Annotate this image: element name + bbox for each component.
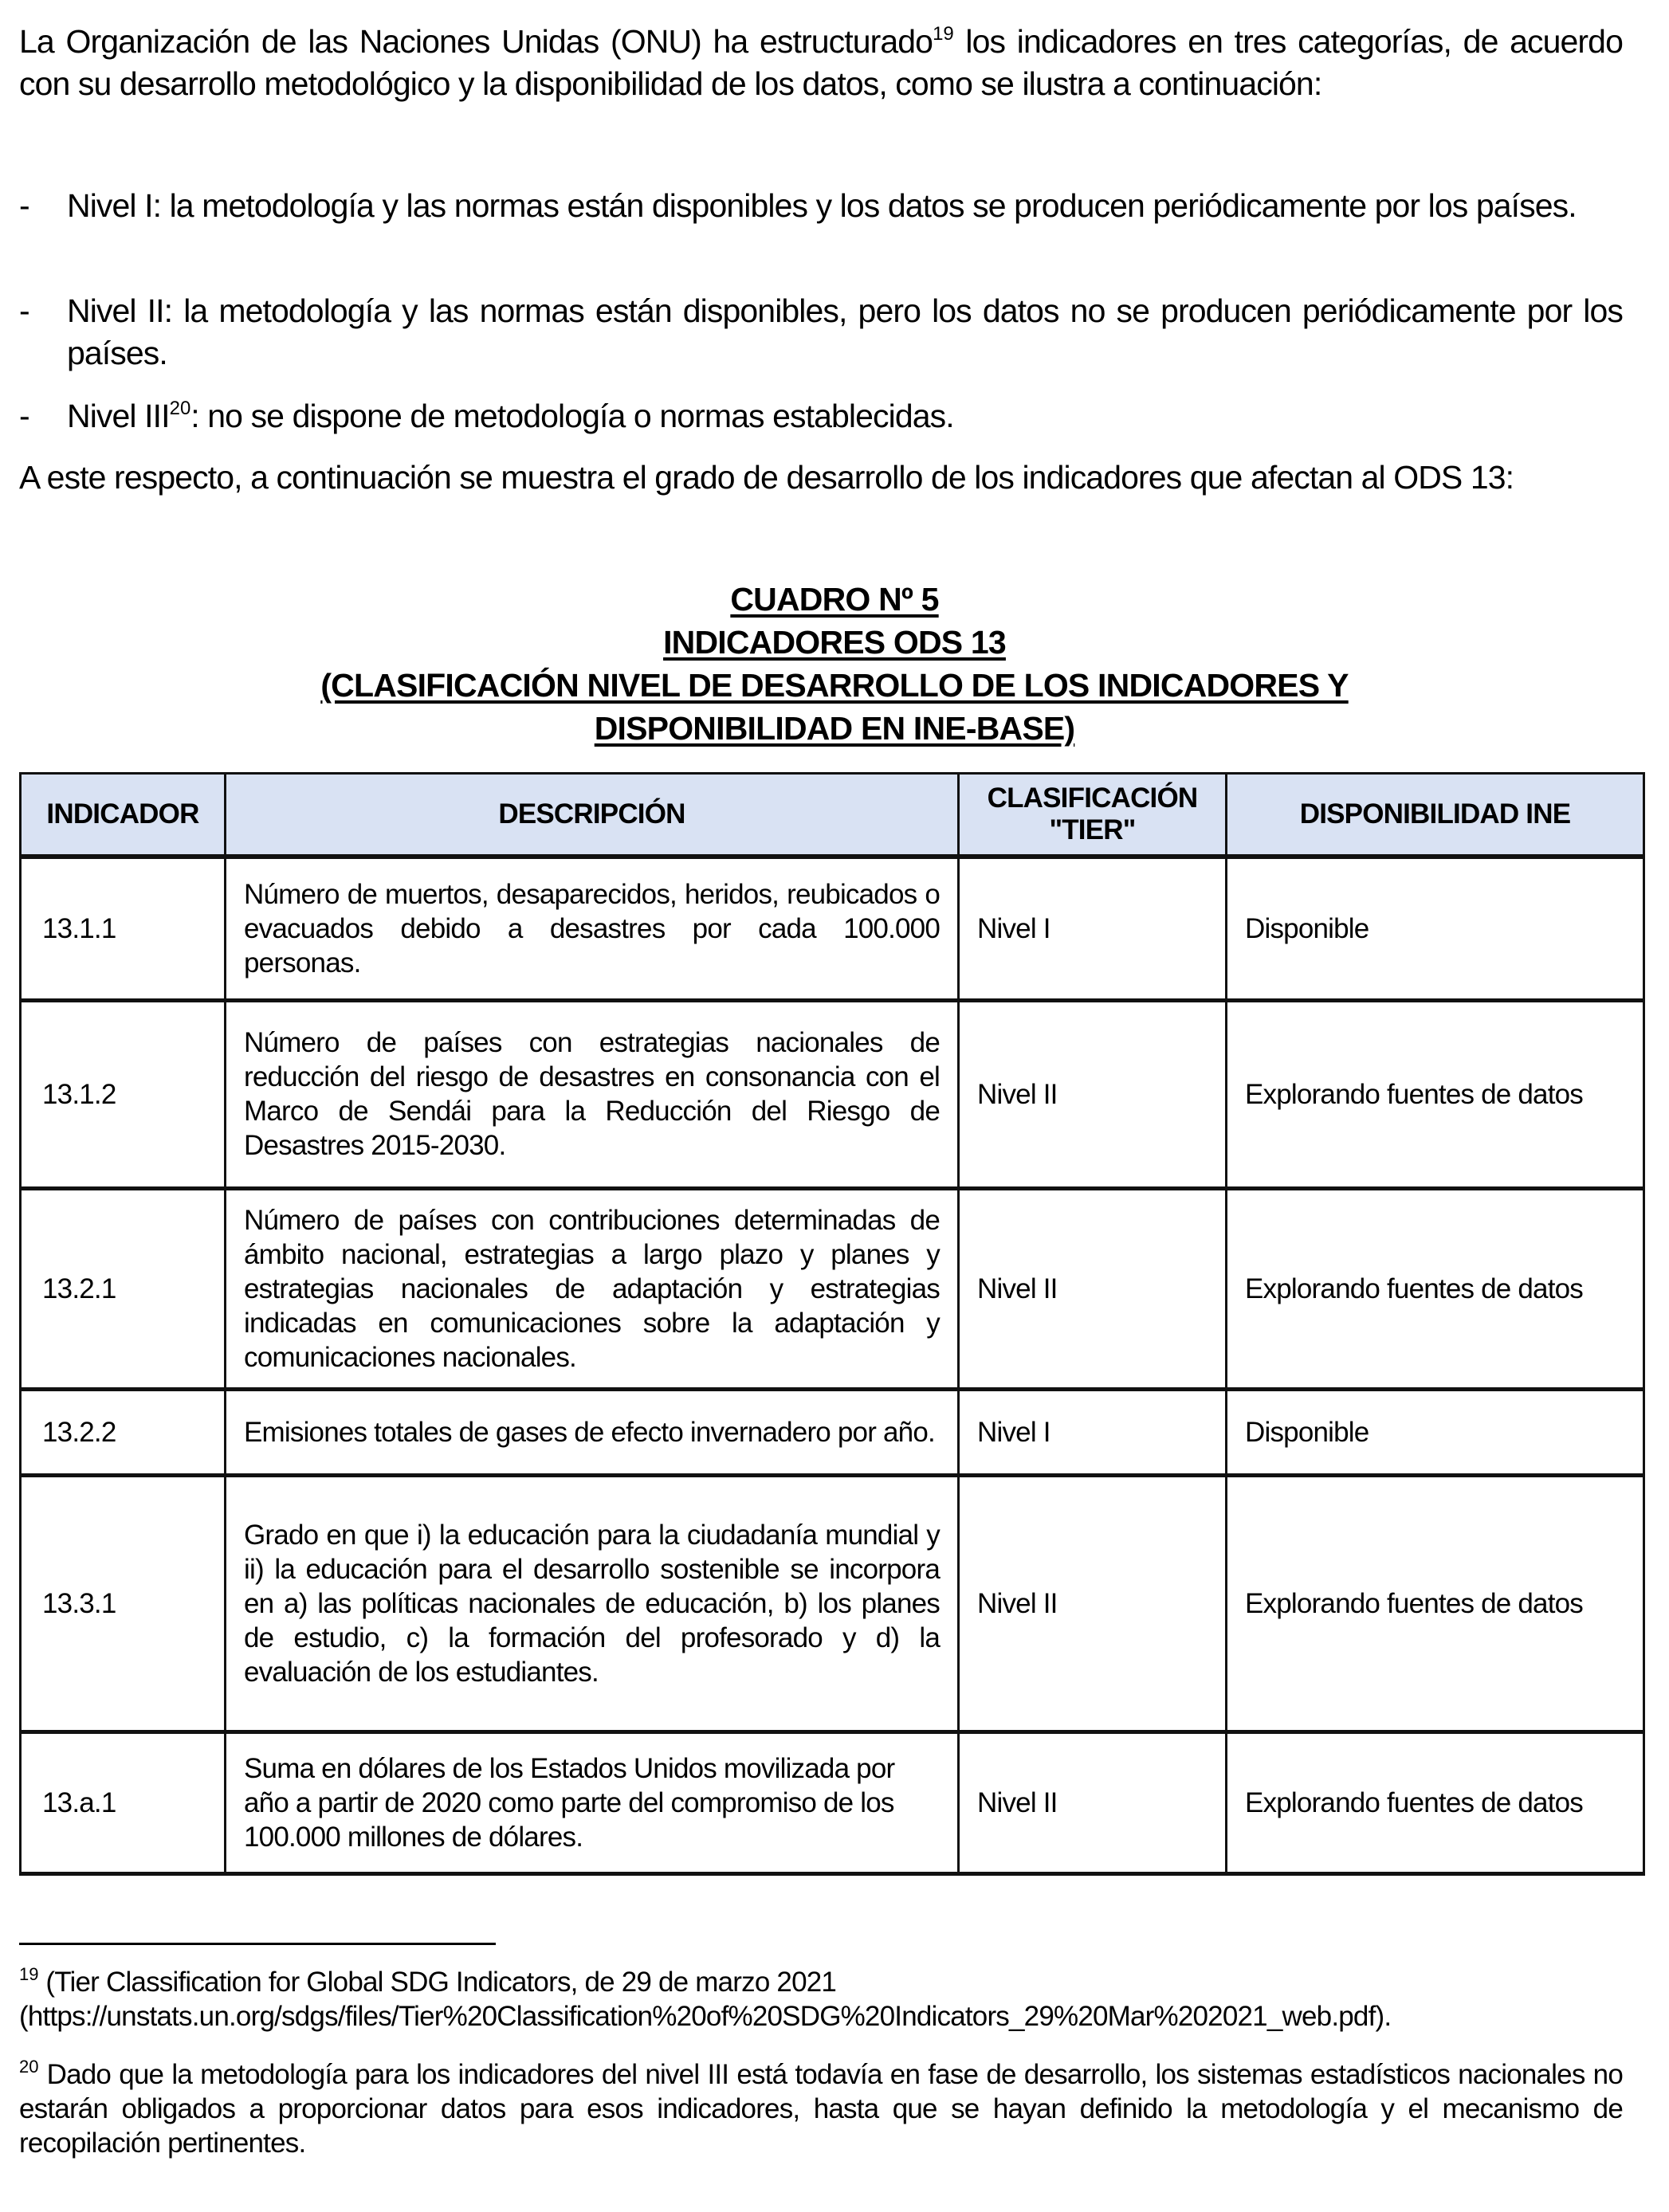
level-text: Nivel II: la metodología y las normas están disponibles, pero los datos no se producen periódicamente por los países. [67,292,1623,371]
lead-in-paragraph: A este respecto, a continuación se muestra el grado de desarrollo de los indicadores que afectan al ODS 13: [19,459,1514,496]
title-line-4: DISPONIBILIDAD EN INE-BASE) [594,710,1075,747]
bullet-dash: - [19,292,29,329]
cell-description: Número de muertos, desaparecidos, heridos, reubicados o evacuados debido a desastres por cada 100.000 personas. [226,857,959,1000]
cell-availability: Explorando fuentes de datos [1227,1188,1644,1389]
cell-indicator: 13.a.1 [21,1732,226,1873]
level-text-a: Nivel III [67,398,170,434]
cell-tier: Nivel II [959,1188,1227,1389]
cell-description: Emisiones totales de gases de efecto invernadero por año. [226,1389,959,1475]
cell-indicator: 13.3.1 [21,1475,226,1732]
table-header-row [21,774,1644,857]
table-row [21,1475,1644,1732]
cell-tier: Nivel I [959,1389,1227,1475]
intro-text-b: los indicadores en tres categorías, de acuerdo con su desarrollo metodológico y la disponibilidad de los datos, como se ilustra a continuación: [19,23,1623,102]
intro-text-a: La Organización de las Naciones Unidas (ONU) ha estructurado [19,23,933,60]
table-row [21,1732,1644,1873]
footnote-text: (Tier Classification for Global SDG Indicators, de 29 de marzo 2021 [38,1967,837,1998]
footnote-ref-19[interactable]: 19 [933,23,954,45]
cell-tier: Nivel II [959,1475,1227,1732]
title-line-1: CUADRO Nº 5 [730,581,939,618]
bullet-dash: - [19,187,29,224]
cell-description: Número de países con contribuciones determinadas de ámbito nacional, estrategias a largo plazo y planes y estrategias nacionales de adaptación y estrategias indicadas en comunicaciones sobre la adaptación y comunicaciones nacionales. [226,1188,959,1389]
col-header-availability: DISPONIBILIDAD INE [1227,774,1644,857]
cell-tier: Nivel II [959,1732,1227,1873]
indicators-table [19,772,1645,1876]
footnote-19 [19,1965,1623,2034]
table-title [0,578,1669,750]
cell-availability: Disponible [1227,1389,1644,1475]
level-text [67,395,1623,437]
table-row [21,1389,1644,1475]
col-header-description: DESCRIPCIÓN [226,774,959,857]
footnote-text: Dado que la metodología para los indicadores del nivel III está todavía en fase de desarrollo, los sistemas estadísticos nacionales no estarán obligados a proporcionar datos para esos indicadores, hasta que se hayan definido la metodología y el mecanismo de recopilación pertinentes. [19,2059,1623,2159]
cell-tier: Nivel II [959,1000,1227,1188]
intro-paragraph [19,21,1623,105]
cell-availability: Explorando fuentes de datos [1227,1000,1644,1188]
title-line-2: INDICADORES ODS 13 [663,624,1006,661]
cell-indicator: 13.2.1 [21,1188,226,1389]
level-item-3 [19,395,1623,437]
table-row [21,1000,1644,1188]
footnote-link[interactable]: (https://unstats.un.org/sdgs/files/Tier%20Classification%20of%20SDG%20Indicators_29%20Mar%202021_web.pdf). [19,2001,1392,2032]
level-text: Nivel I: la metodología y las normas están disponibles y los datos se producen periódicamente por los países. [67,187,1577,224]
cell-description: Número de países con estrategias nacionales de reducción del riesgo de desastres en consonancia con el Marco de Sendái para la Reducción del Riesgo de Desastres 2015-2030. [226,1000,959,1188]
cell-indicator: 13.1.1 [21,857,226,1000]
bullet-dash: - [19,398,29,434]
table-row [21,857,1644,1000]
col-header-indicator: INDICADOR [21,774,226,857]
cell-description: Grado en que i) la educación para la ciudadanía mundial y ii) la educación para el desarrollo sostenible se incorpora en a) las políticas nacionales de educación, b) los planes de estudio, c) la formación del profesorado y d) la evaluación de los estudiantes. [226,1475,959,1732]
level-item-1 [19,185,1623,227]
footnote-number: 20 [19,2057,39,2077]
footnote-20 [19,2057,1623,2160]
level-text-b: : no se dispone de metodología o normas establecidas. [190,398,954,434]
footnote-separator [19,1943,496,1945]
cell-indicator: 13.2.2 [21,1389,226,1475]
cell-availability: Explorando fuentes de datos [1227,1732,1644,1873]
cell-availability: Disponible [1227,857,1644,1000]
level-item-2 [19,290,1623,375]
cell-indicator: 13.1.2 [21,1000,226,1188]
cell-tier: Nivel I [959,857,1227,1000]
col-header-tier: CLASIFICACIÓN "TIER" [959,774,1227,857]
table-row [21,1188,1644,1389]
cell-availability: Explorando fuentes de datos [1227,1475,1644,1732]
title-line-3: (CLASIFICACIÓN NIVEL DE DESARROLLO DE LOS INDICADORES Y [320,667,1349,704]
footnote-ref-20[interactable]: 20 [169,398,191,419]
footnote-number: 19 [19,1964,39,1984]
cell-description: Suma en dólares de los Estados Unidos movilizada por año a partir de 2020 como parte del compromiso de los 100.000 millones de dólares. [226,1732,959,1873]
